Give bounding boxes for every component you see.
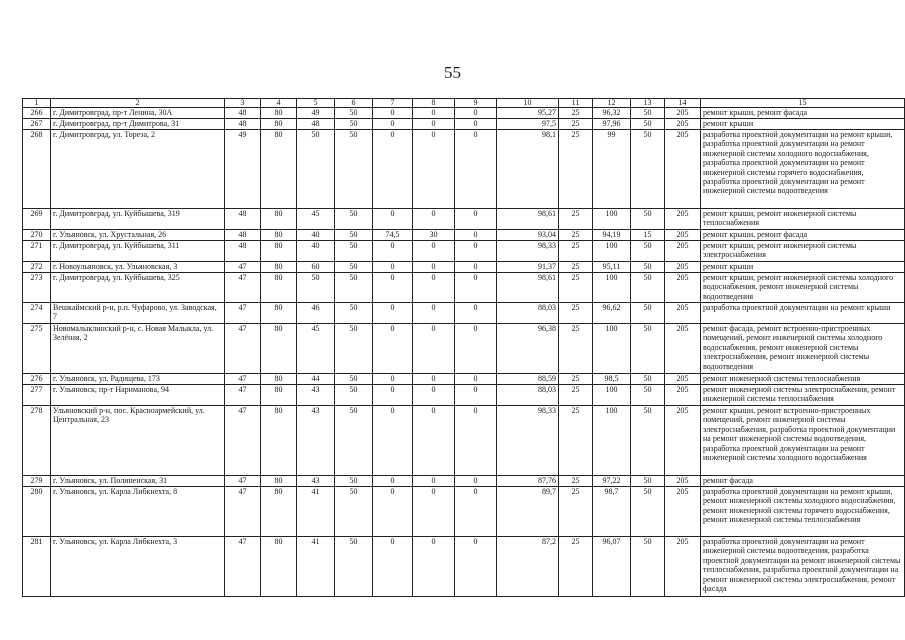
col-11-cell: 25 xyxy=(559,537,593,597)
table-row xyxy=(23,476,905,487)
column-number-row xyxy=(23,99,905,108)
row-number-cell: 277 xyxy=(23,385,51,406)
address-cell: г. Ульяновск, ул. Карла Либкнехта, 3 xyxy=(51,537,225,597)
col-3-cell: 47 xyxy=(225,262,261,273)
col-11-cell: 25 xyxy=(559,241,593,262)
col-4-cell: 80 xyxy=(261,303,297,324)
col-4-cell: 80 xyxy=(261,324,297,374)
address-cell: Вешкаймский р-н, р.п. Чуфарово, ул. Заводская, 7 xyxy=(51,303,225,324)
col-8-cell: 0 xyxy=(413,324,455,374)
col-12-cell: 100 xyxy=(593,241,631,262)
col-14-cell: 205 xyxy=(665,385,701,406)
col-7-cell: 0 xyxy=(373,303,413,324)
col-4-cell: 80 xyxy=(261,374,297,385)
col-10-cell: 88,59 xyxy=(497,374,559,385)
col-7-cell: 0 xyxy=(373,273,413,303)
table-row xyxy=(23,241,905,262)
col-14-cell: 205 xyxy=(665,303,701,324)
col-12-cell: 100 xyxy=(593,385,631,406)
col-9-cell: 0 xyxy=(455,273,497,303)
col-4-cell: 80 xyxy=(261,241,297,262)
table-body xyxy=(23,108,905,597)
col-13-cell: 50 xyxy=(631,406,665,476)
col-3-cell: 47 xyxy=(225,273,261,303)
col-5-cell: 45 xyxy=(297,209,335,230)
col-4-cell: 80 xyxy=(261,108,297,119)
col-5-cell: 41 xyxy=(297,537,335,597)
col-8-cell: 30 xyxy=(413,230,455,241)
table-row xyxy=(23,230,905,241)
address-cell: г. Димитровград, ул. Куйбышева, 311 xyxy=(51,241,225,262)
page-number: 55 xyxy=(444,63,461,82)
col-8-cell: 0 xyxy=(413,374,455,385)
col-5-cell: 44 xyxy=(297,374,335,385)
col-14-cell: 205 xyxy=(665,230,701,241)
col-7-cell: 74,5 xyxy=(373,230,413,241)
table-row xyxy=(23,262,905,273)
col-9-cell: 0 xyxy=(455,130,497,209)
address-cell: г. Ульяновск, ул. Полиненская, 31 xyxy=(51,476,225,487)
col-4-cell: 80 xyxy=(261,209,297,230)
col-5-cell: 40 xyxy=(297,230,335,241)
row-number-cell: 266 xyxy=(23,108,51,119)
col-14-cell: 205 xyxy=(665,406,701,476)
col-11-cell: 25 xyxy=(559,130,593,209)
col-8-cell: 0 xyxy=(413,108,455,119)
col-5-cell: 50 xyxy=(297,273,335,303)
col-13-cell: 50 xyxy=(631,262,665,273)
col-7-cell: 0 xyxy=(373,537,413,597)
col-12-cell: 96,62 xyxy=(593,303,631,324)
column-header-2: 2 xyxy=(51,99,225,108)
col-7-cell: 0 xyxy=(373,487,413,537)
col-7-cell: 0 xyxy=(373,241,413,262)
col-9-cell: 0 xyxy=(455,537,497,597)
column-header-1: 1 xyxy=(23,99,51,108)
table-row xyxy=(23,385,905,406)
address-cell: г. Димитровград, пр-т Димитрова, 31 xyxy=(51,119,225,130)
col-13-cell: 50 xyxy=(631,537,665,597)
col-8-cell: 0 xyxy=(413,130,455,209)
col-7-cell: 0 xyxy=(373,209,413,230)
col-9-cell: 0 xyxy=(455,209,497,230)
address-cell: г. Ульяновск, ул. Радищева, 173 xyxy=(51,374,225,385)
col-3-cell: 47 xyxy=(225,374,261,385)
col-11-cell: 25 xyxy=(559,406,593,476)
work-description-cell: ремонт крыши, ремонт встроенно-пристроенных помещений, ремонт инженерной системы электроснабжения, разработка проектной документации на ремонт инженерной системы водоотведения, разработка проектной документации на ремонт инженерной системы холодного водоснабжения xyxy=(701,406,905,476)
col-4-cell: 80 xyxy=(261,385,297,406)
col-10-cell: 87,76 xyxy=(497,476,559,487)
table-row xyxy=(23,406,905,476)
column-header-15: 15 xyxy=(701,99,905,108)
col-13-cell: 50 xyxy=(631,241,665,262)
col-13-cell: 50 xyxy=(631,385,665,406)
col-5-cell: 49 xyxy=(297,108,335,119)
col-14-cell: 205 xyxy=(665,537,701,597)
column-header-3: 3 xyxy=(225,99,261,108)
row-number-cell: 275 xyxy=(23,324,51,374)
col-8-cell: 0 xyxy=(413,241,455,262)
address-cell: Ульяновский р-н, пос. Красноармейский, ул. Центральная, 23 xyxy=(51,406,225,476)
col-3-cell: 47 xyxy=(225,303,261,324)
col-6-cell: 50 xyxy=(335,406,373,476)
col-9-cell: 0 xyxy=(455,241,497,262)
col-13-cell: 50 xyxy=(631,119,665,130)
row-number-cell: 279 xyxy=(23,476,51,487)
col-12-cell: 94,19 xyxy=(593,230,631,241)
col-12-cell: 98,5 xyxy=(593,374,631,385)
col-10-cell: 93,04 xyxy=(497,230,559,241)
row-number-cell: 270 xyxy=(23,230,51,241)
address-cell: Новомалыклинский р-н, с. Новая Малыкла, ул. Зелёная, 2 xyxy=(51,324,225,374)
work-description-cell: разработка проектной документации на ремонт крыши, разработка проектной документации на ремонт инженерной системы холодного водоснабжения, разработка проектной документации на ремонт инженерной системы горячего водоснабжения, разработка проектной документации на ремонт инженерной системы водоотведения xyxy=(701,130,905,209)
col-12-cell: 100 xyxy=(593,406,631,476)
work-description-cell: ремонт крыши, ремонт фасада xyxy=(701,230,905,241)
column-header-7: 7 xyxy=(373,99,413,108)
col-11-cell: 25 xyxy=(559,273,593,303)
address-cell: г. Димитровград, ул. Тореза, 2 xyxy=(51,130,225,209)
col-13-cell: 15 xyxy=(631,230,665,241)
col-12-cell: 98,7 xyxy=(593,487,631,537)
address-cell: г. Димитровград, ул. Куйбышева, 319 xyxy=(51,209,225,230)
col-10-cell: 97,5 xyxy=(497,119,559,130)
col-14-cell: 205 xyxy=(665,487,701,537)
work-description-cell: ремонт инженерной системы электроснабжения, ремонт инженерной системы теплоснабжения xyxy=(701,385,905,406)
col-6-cell: 50 xyxy=(335,130,373,209)
row-number-cell: 278 xyxy=(23,406,51,476)
row-number-cell: 274 xyxy=(23,303,51,324)
col-5-cell: 41 xyxy=(297,487,335,537)
col-12-cell: 96,07 xyxy=(593,537,631,597)
col-7-cell: 0 xyxy=(373,119,413,130)
col-10-cell: 96,38 xyxy=(497,324,559,374)
col-10-cell: 98,61 xyxy=(497,209,559,230)
col-14-cell: 205 xyxy=(665,130,701,209)
col-14-cell: 205 xyxy=(665,273,701,303)
address-cell: г. Ульяновск, пр-т Нариманова, 94 xyxy=(51,385,225,406)
col-12-cell: 100 xyxy=(593,273,631,303)
table-row xyxy=(23,487,905,537)
col-9-cell: 0 xyxy=(455,324,497,374)
work-description-cell: ремонт крыши xyxy=(701,262,905,273)
col-11-cell: 25 xyxy=(559,487,593,537)
col-12-cell: 99 xyxy=(593,130,631,209)
col-7-cell: 0 xyxy=(373,374,413,385)
col-11-cell: 25 xyxy=(559,230,593,241)
col-13-cell: 50 xyxy=(631,476,665,487)
col-13-cell: 50 xyxy=(631,130,665,209)
table-row xyxy=(23,537,905,597)
col-10-cell: 87,2 xyxy=(497,537,559,597)
col-9-cell: 0 xyxy=(455,487,497,537)
col-13-cell: 50 xyxy=(631,108,665,119)
table-row xyxy=(23,209,905,230)
col-6-cell: 50 xyxy=(335,476,373,487)
work-description-cell: ремонт фасада xyxy=(701,476,905,487)
column-header-8: 8 xyxy=(413,99,455,108)
col-3-cell: 48 xyxy=(225,230,261,241)
col-5-cell: 50 xyxy=(297,130,335,209)
col-8-cell: 0 xyxy=(413,476,455,487)
row-number-cell: 272 xyxy=(23,262,51,273)
col-11-cell: 25 xyxy=(559,303,593,324)
work-description-cell: ремонт крыши, ремонт инженерной системы теплоснабжения xyxy=(701,209,905,230)
col-4-cell: 80 xyxy=(261,230,297,241)
col-3-cell: 47 xyxy=(225,324,261,374)
col-7-cell: 0 xyxy=(373,108,413,119)
col-3-cell: 48 xyxy=(225,209,261,230)
row-number-cell: 269 xyxy=(23,209,51,230)
col-4-cell: 80 xyxy=(261,406,297,476)
col-10-cell: 95,27 xyxy=(497,108,559,119)
table-row xyxy=(23,108,905,119)
col-3-cell: 47 xyxy=(225,385,261,406)
column-header-10: 10 xyxy=(497,99,559,108)
work-description-cell: ремонт инженерной системы теплоснабжения xyxy=(701,374,905,385)
column-header-12: 12 xyxy=(593,99,631,108)
col-13-cell: 50 xyxy=(631,273,665,303)
column-header-5: 5 xyxy=(297,99,335,108)
col-10-cell: 91,37 xyxy=(497,262,559,273)
table-row xyxy=(23,324,905,374)
col-13-cell: 50 xyxy=(631,324,665,374)
row-number-cell: 267 xyxy=(23,119,51,130)
col-4-cell: 80 xyxy=(261,130,297,209)
col-10-cell: 98,33 xyxy=(497,241,559,262)
col-9-cell: 0 xyxy=(455,108,497,119)
col-6-cell: 50 xyxy=(335,385,373,406)
work-description-cell: ремонт крыши, ремонт инженерной системы электроснабжения xyxy=(701,241,905,262)
col-11-cell: 25 xyxy=(559,119,593,130)
col-5-cell: 48 xyxy=(297,119,335,130)
col-12-cell: 100 xyxy=(593,209,631,230)
col-6-cell: 50 xyxy=(335,230,373,241)
row-number-cell: 281 xyxy=(23,537,51,597)
col-11-cell: 25 xyxy=(559,324,593,374)
address-cell: г. Ульяновск, ул. Хрустальная, 26 xyxy=(51,230,225,241)
col-12-cell: 96,32 xyxy=(593,108,631,119)
work-description-cell: разработка проектной документации на ремонт крыши xyxy=(701,303,905,324)
address-cell: г. Димитровград, ул. Куйбышева, 325 xyxy=(51,273,225,303)
col-12-cell: 97,96 xyxy=(593,119,631,130)
col-5-cell: 43 xyxy=(297,406,335,476)
col-8-cell: 0 xyxy=(413,273,455,303)
col-10-cell: 88,03 xyxy=(497,385,559,406)
table-row xyxy=(23,119,905,130)
col-11-cell: 25 xyxy=(559,209,593,230)
col-9-cell: 0 xyxy=(455,476,497,487)
col-3-cell: 47 xyxy=(225,487,261,537)
col-4-cell: 80 xyxy=(261,487,297,537)
col-5-cell: 60 xyxy=(297,262,335,273)
row-number-cell: 273 xyxy=(23,273,51,303)
address-cell: г. Димитровград, пр-т Ленина, 30А xyxy=(51,108,225,119)
table-row xyxy=(23,374,905,385)
col-8-cell: 0 xyxy=(413,406,455,476)
col-11-cell: 25 xyxy=(559,385,593,406)
col-14-cell: 205 xyxy=(665,241,701,262)
row-number-cell: 268 xyxy=(23,130,51,209)
column-header-11: 11 xyxy=(559,99,593,108)
col-6-cell: 50 xyxy=(335,119,373,130)
col-6-cell: 50 xyxy=(335,374,373,385)
col-7-cell: 0 xyxy=(373,406,413,476)
col-6-cell: 50 xyxy=(335,241,373,262)
col-6-cell: 50 xyxy=(335,209,373,230)
col-5-cell: 43 xyxy=(297,385,335,406)
col-3-cell: 48 xyxy=(225,119,261,130)
col-3-cell: 49 xyxy=(225,130,261,209)
col-7-cell: 0 xyxy=(373,130,413,209)
col-6-cell: 50 xyxy=(335,262,373,273)
column-header-6: 6 xyxy=(335,99,373,108)
column-header-9: 9 xyxy=(455,99,497,108)
col-11-cell: 25 xyxy=(559,476,593,487)
col-8-cell: 0 xyxy=(413,537,455,597)
col-13-cell: 50 xyxy=(631,374,665,385)
col-9-cell: 0 xyxy=(455,303,497,324)
col-9-cell: 0 xyxy=(455,230,497,241)
col-13-cell: 50 xyxy=(631,487,665,537)
work-description-cell: ремонт крыши, ремонт инженерной системы холодного водоснабжения, ремонт инженерной системы водоотведения xyxy=(701,273,905,303)
work-description-cell: ремонт крыши, ремонт фасада xyxy=(701,108,905,119)
col-3-cell: 47 xyxy=(225,476,261,487)
column-header-13: 13 xyxy=(631,99,665,108)
col-7-cell: 0 xyxy=(373,476,413,487)
col-13-cell: 50 xyxy=(631,209,665,230)
col-8-cell: 0 xyxy=(413,119,455,130)
col-5-cell: 46 xyxy=(297,303,335,324)
col-8-cell: 0 xyxy=(413,487,455,537)
address-cell: г. Новоульяновск, ул. Ульяновская, 3 xyxy=(51,262,225,273)
address-cell: г. Ульяновск, ул. Карла Либкнехта, 8 xyxy=(51,487,225,537)
col-6-cell: 50 xyxy=(335,487,373,537)
col-5-cell: 43 xyxy=(297,476,335,487)
row-number-cell: 280 xyxy=(23,487,51,537)
col-7-cell: 0 xyxy=(373,324,413,374)
row-number-cell: 271 xyxy=(23,241,51,262)
col-12-cell: 95,11 xyxy=(593,262,631,273)
table-row xyxy=(23,273,905,303)
col-8-cell: 0 xyxy=(413,303,455,324)
col-9-cell: 0 xyxy=(455,119,497,130)
col-9-cell: 0 xyxy=(455,262,497,273)
col-3-cell: 48 xyxy=(225,241,261,262)
col-10-cell: 98,33 xyxy=(497,406,559,476)
col-9-cell: 0 xyxy=(455,406,497,476)
column-header-4: 4 xyxy=(261,99,297,108)
col-3-cell: 47 xyxy=(225,537,261,597)
col-4-cell: 80 xyxy=(261,119,297,130)
col-10-cell: 98,1 xyxy=(497,130,559,209)
col-10-cell: 89,7 xyxy=(497,487,559,537)
col-11-cell: 25 xyxy=(559,108,593,119)
repair-program-table xyxy=(22,98,905,597)
col-5-cell: 45 xyxy=(297,324,335,374)
col-6-cell: 50 xyxy=(335,324,373,374)
column-header-14: 14 xyxy=(665,99,701,108)
col-4-cell: 80 xyxy=(261,476,297,487)
col-11-cell: 25 xyxy=(559,374,593,385)
work-description-cell: разработка проектной документации на ремонт крыши, ремонт инженерной системы холодного водоснабжения, ремонт инженерной системы горячего водоснабжения, ремонт инженерной системы теплоснабжения xyxy=(701,487,905,537)
col-14-cell: 205 xyxy=(665,374,701,385)
col-7-cell: 0 xyxy=(373,385,413,406)
table-row xyxy=(23,130,905,209)
work-description-cell: ремонт фасада, ремонт встроенно-пристроенных помещений, ремонт инженерной системы холодного водоснабжения, ремонт инженерной системы электроснабжения, ремонт инженерной системы водоотведения xyxy=(701,324,905,374)
row-number-cell: 276 xyxy=(23,374,51,385)
col-14-cell: 205 xyxy=(665,476,701,487)
col-4-cell: 80 xyxy=(261,537,297,597)
col-14-cell: 205 xyxy=(665,324,701,374)
col-6-cell: 50 xyxy=(335,537,373,597)
col-13-cell: 50 xyxy=(631,303,665,324)
col-4-cell: 80 xyxy=(261,273,297,303)
col-5-cell: 40 xyxy=(297,241,335,262)
col-14-cell: 205 xyxy=(665,108,701,119)
col-7-cell: 0 xyxy=(373,262,413,273)
col-9-cell: 0 xyxy=(455,385,497,406)
col-12-cell: 97,22 xyxy=(593,476,631,487)
work-description-cell: ремонт крыши xyxy=(701,119,905,130)
col-10-cell: 88,03 xyxy=(497,303,559,324)
col-4-cell: 80 xyxy=(261,262,297,273)
work-description-cell: разработка проектной документации на ремонт инженерной системы водоотведения, разработка проектной документации на ремонт инженерной системы теплоснабжения, разработка проектной документации на ремонт инженерной системы электроснабжения, ремонт фасада xyxy=(701,537,905,597)
col-14-cell: 205 xyxy=(665,119,701,130)
col-8-cell: 0 xyxy=(413,385,455,406)
col-6-cell: 50 xyxy=(335,273,373,303)
col-3-cell: 48 xyxy=(225,108,261,119)
col-8-cell: 0 xyxy=(413,262,455,273)
col-11-cell: 25 xyxy=(559,262,593,273)
col-8-cell: 0 xyxy=(413,209,455,230)
col-14-cell: 205 xyxy=(665,262,701,273)
col-3-cell: 47 xyxy=(225,406,261,476)
col-6-cell: 50 xyxy=(335,303,373,324)
table-row xyxy=(23,303,905,324)
col-12-cell: 100 xyxy=(593,324,631,374)
col-9-cell: 0 xyxy=(455,374,497,385)
col-14-cell: 205 xyxy=(665,209,701,230)
col-10-cell: 98,61 xyxy=(497,273,559,303)
col-6-cell: 50 xyxy=(335,108,373,119)
